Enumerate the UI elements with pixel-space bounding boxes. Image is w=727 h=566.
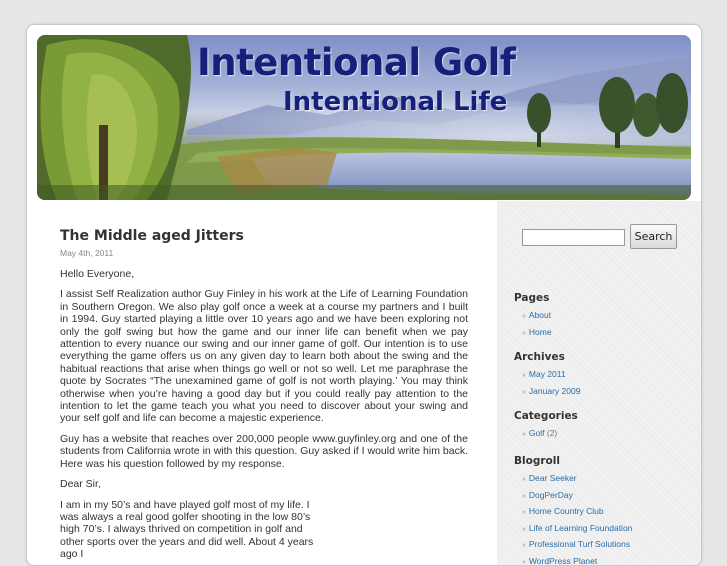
- bullet-icon: »: [522, 542, 526, 549]
- archive-link[interactable]: January 2009: [529, 386, 581, 396]
- blogroll-link[interactable]: Home Country Club: [529, 506, 604, 516]
- site-title[interactable]: Intentional Golf: [197, 41, 515, 84]
- blogroll-link[interactable]: DogPerDay: [529, 490, 573, 500]
- page-link-about[interactable]: About: [529, 310, 551, 320]
- list-item: [522, 521, 632, 538]
- sidebar: [497, 201, 701, 566]
- post-paragraph: I am in my 50’s and have played golf most of my life. I was always a real good golfer shooting in the low 80’s high 70’s. I always thrived on competition in golf and other sports over the years and did well. About 4 years ago I: [60, 499, 322, 561]
- pages-widget: [514, 291, 552, 341]
- post-paragraph: Guy has a website that reaches over 200,000 people www.guyfinley.org and one of the students from California wrote in with this question. Guy asked if I would write him back. Here was his question followed by my response.: [60, 433, 468, 470]
- bullet-icon: »: [522, 559, 526, 566]
- bullet-icon: »: [522, 509, 526, 516]
- bullet-icon: »: [522, 313, 526, 320]
- widget-heading: Archives: [514, 350, 580, 364]
- blogroll-link[interactable]: Dear Seeker: [529, 473, 577, 483]
- blogroll-link[interactable]: WordPress Planet: [529, 556, 597, 566]
- archive-link[interactable]: May 2011: [529, 369, 566, 379]
- list-item: [522, 537, 632, 554]
- bullet-icon: »: [522, 389, 526, 396]
- list-item: [522, 367, 580, 384]
- list-item: [522, 384, 580, 401]
- list-item: [522, 426, 578, 443]
- list-item: [522, 325, 552, 342]
- post-title[interactable]: The Middle aged Jitters: [60, 227, 468, 245]
- main-content: [60, 227, 468, 566]
- category-count: (2): [547, 428, 557, 438]
- category-link-golf[interactable]: Golf: [529, 428, 545, 438]
- bullet-icon: »: [522, 526, 526, 533]
- widget-heading: Categories: [514, 409, 578, 423]
- bullet-icon: »: [522, 330, 526, 337]
- site-subtitle: Intentional Life: [283, 87, 507, 117]
- blogroll-link[interactable]: Life of Learning Foundation: [529, 523, 633, 533]
- list-item: [522, 504, 632, 521]
- header-banner[interactable]: [37, 35, 691, 200]
- list-item: [522, 554, 632, 566]
- archives-widget: [514, 350, 580, 400]
- page-container: [26, 24, 702, 566]
- bullet-icon: »: [522, 431, 526, 438]
- widget-heading: Pages: [514, 291, 552, 305]
- list-item: [522, 308, 552, 325]
- search-button[interactable]: Search: [630, 224, 677, 249]
- post-paragraph: Hello Everyone,: [60, 268, 468, 280]
- bullet-icon: »: [522, 493, 526, 500]
- bullet-icon: »: [522, 476, 526, 483]
- widget-heading: Blogroll: [514, 454, 632, 468]
- bullet-icon: »: [522, 372, 526, 379]
- list-item: [522, 488, 632, 505]
- blogroll-widget: [514, 454, 632, 566]
- page-link-home[interactable]: Home: [529, 327, 552, 337]
- categories-widget: [514, 409, 578, 443]
- search-input[interactable]: [522, 229, 625, 246]
- list-item: [522, 471, 632, 488]
- post-date: May 4th, 2011: [60, 248, 468, 258]
- blogroll-link[interactable]: Professional Turf Solutions: [529, 539, 630, 549]
- post-paragraph: I assist Self Realization author Guy Finley in his work at the Life of Learning Foundation in Southern Oregon. We also play golf once a week at a course my partners and I built in 1994. Guy started playing a little over 10 years ago and we have been exploring not only the golf swing but how the game and our inner life can benefit when we pay attention to every nuance our swing and our inner game of golf. Our intention is to use everything the game offers us on any given day to learn both about the swing and the habitual reactions that arise when things go well or not so well. Let me paraphrase the quote by Socrates “The unexamined game of golf is not worth playing.’ You may think otherwise when you’re having a good day but if you could really pay attention to the intention to let the game teach you what you need to discover about your swing and your self golf and life can become a majestic experience.: [60, 288, 468, 424]
- post-paragraph: Dear Sir,: [60, 478, 468, 490]
